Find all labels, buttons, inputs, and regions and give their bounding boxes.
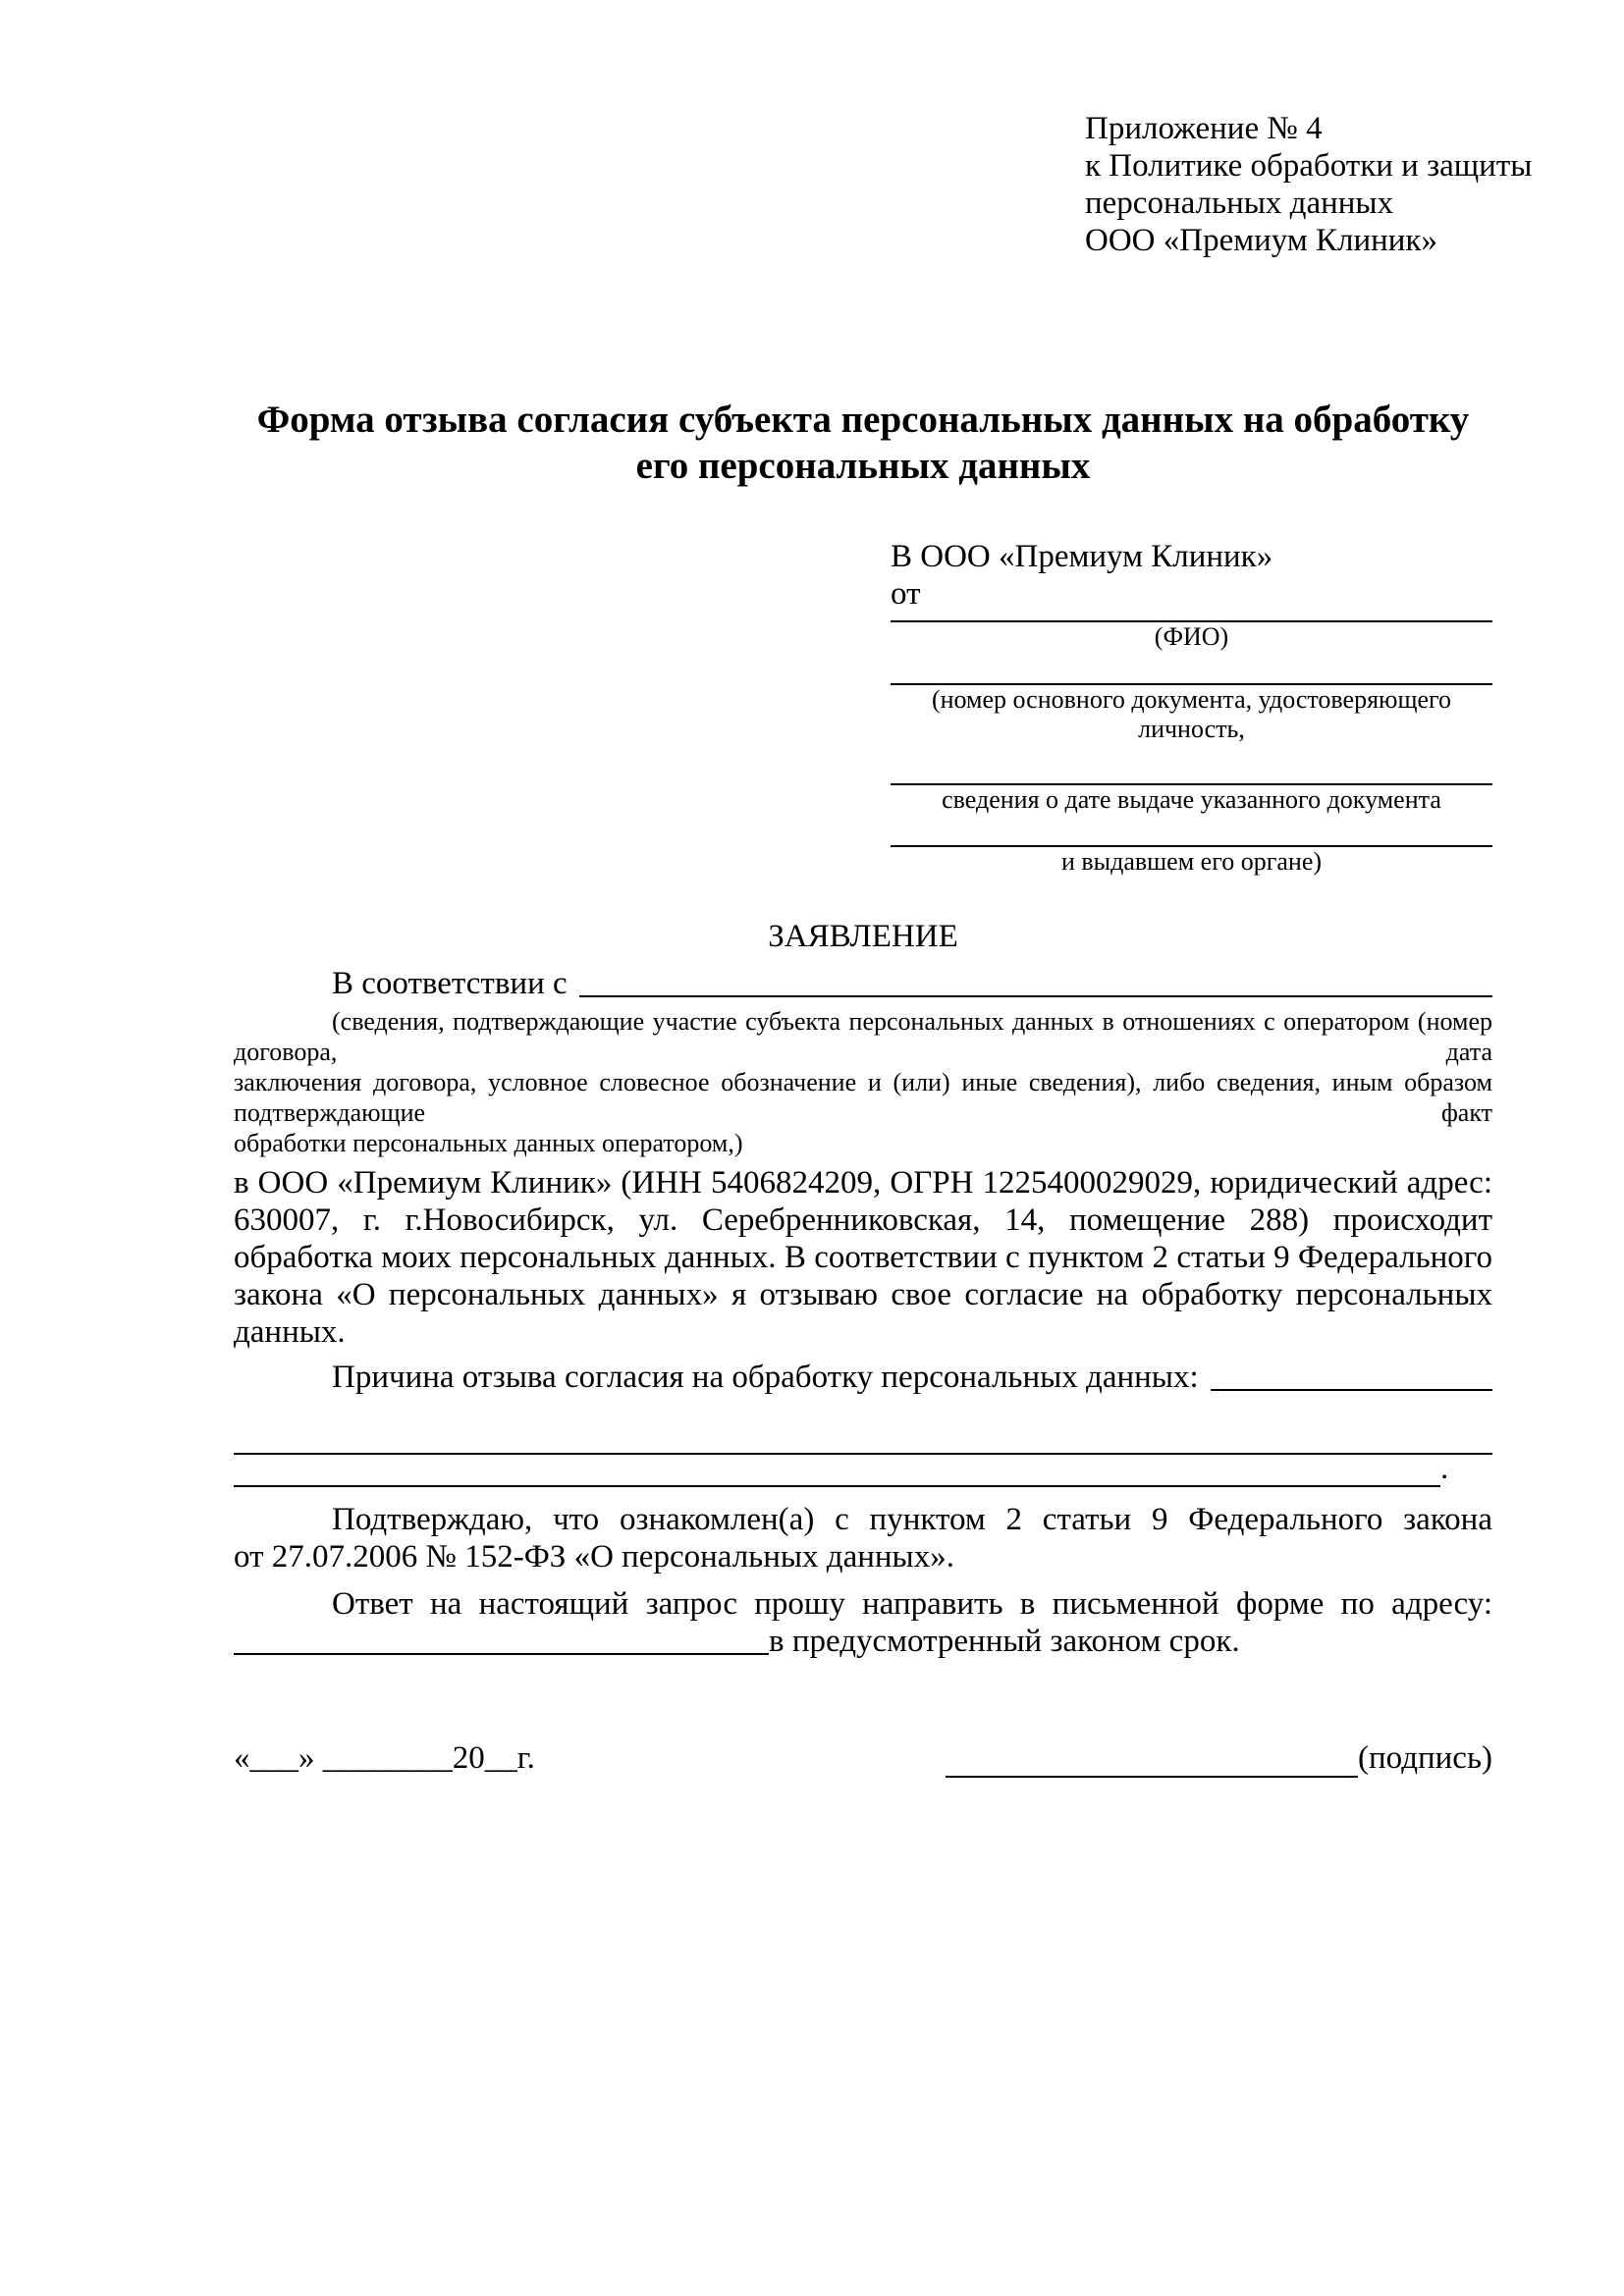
in-accordance-line <box>234 965 1492 1002</box>
fio-field-line <box>891 613 1492 622</box>
doc-number-field-line <box>891 652 1492 685</box>
issue-org-field-line <box>891 815 1492 847</box>
appendix-line: персональных данных <box>1085 186 1394 221</box>
addressee-block <box>891 538 1492 877</box>
statement-heading: ЗАЯВЛЕНИЕ <box>768 919 958 954</box>
signature-caption: (подпись) <box>1358 1740 1492 1776</box>
addressee-to: В ООО «Премиум Клиник» <box>891 539 1273 574</box>
issue-date-field-line <box>891 744 1492 785</box>
appendix-line: ООО «Премиум Клиник» <box>1085 223 1437 258</box>
reply-address-blank <box>234 1623 769 1655</box>
body-line: обработка моих персональных данных. В соответствии с пунктом 2 статьи 9 Федерального <box>234 1240 1492 1275</box>
signature-line <box>946 1742 1358 1778</box>
fio-caption: (ФИО) <box>1154 622 1229 651</box>
confirm-line: Подтверждаю, что ознакомлен(а) с пунктом 2 статьи 9 Федерального закона <box>332 1502 1492 1537</box>
note-line: (сведения, подтверждающие участие субъекта персональных данных в отношениях с оператором (номер договора, дата <box>234 1007 1492 1066</box>
body-line: в ООО «Премиум Клиник» (ИНН 5406824209, ОГРН 1225400029029, юридический адрес: <box>234 1165 1492 1201</box>
addressee-from: от <box>891 576 921 612</box>
ruled-blank-line-2 <box>234 1451 1492 1487</box>
issue-org-caption: и выдавшем его органе) <box>1060 847 1323 876</box>
ruled-line-period: . <box>1440 1451 1449 1486</box>
doc-number-caption: (номер основного документа, удостоверяющего личность, <box>931 685 1452 743</box>
document-content <box>234 0 1533 1778</box>
ruled-blank-line-1 <box>234 1396 1492 1455</box>
date-signature-row <box>234 1738 1492 1778</box>
reply-paragraph <box>234 1585 1492 1660</box>
reply-line-2 <box>234 1623 1492 1660</box>
document-title: Форма отзыва согласия субъекта персональных данных на обработку его персональных данных <box>256 399 1470 487</box>
body-line: 630007, г. г.Новосибирск, ул. Серебренниковская, 14, помещение 288) происходит <box>234 1202 1492 1238</box>
confirm-line: от 27.07.2006 № 152-ФЗ «О персональных данных». <box>234 1539 954 1575</box>
appendix-block <box>1085 110 1533 259</box>
body-paragraph <box>234 1164 1492 1351</box>
reason-blank <box>1211 1359 1492 1391</box>
reply-line-1: Ответ на настоящий запрос прошу направить в письменной форме по адресу: <box>332 1586 1492 1622</box>
ruled-blank-line-2-segment <box>234 1455 1440 1487</box>
note-line: заключения договора, условное словесное обозначение и (или) иные сведения), либо сведения, иным образом подтверждающие факт <box>234 1068 1492 1127</box>
body-line: закона «О персональных данных» я отзываю свое согласие на обработку персональных <box>234 1277 1492 1312</box>
in-accordance-prefix: В соответствии с <box>332 966 568 1001</box>
note-line: обработки персональных данных оператором,) <box>234 1129 743 1157</box>
signature-block <box>946 1738 1492 1778</box>
note-paragraph <box>234 1006 1492 1158</box>
body-line: данных. <box>234 1314 346 1350</box>
in-accordance-blank <box>579 965 1492 997</box>
issue-date-caption: сведения о дате выдаче указанного документа <box>942 785 1441 814</box>
reason-prefix: Причина отзыва согласия на обработку персональных данных: <box>332 1360 1199 1395</box>
confirm-paragraph <box>234 1501 1492 1575</box>
date-placeholder: «___» ________20__г. <box>234 1740 535 1776</box>
reply-line-2-suffix: в предусмотренный законом срок. <box>769 1624 1240 1659</box>
reason-line <box>234 1359 1492 1396</box>
appendix-line: Приложение № 4 <box>1085 111 1323 146</box>
appendix-line: к Политике обработки и защиты <box>1085 148 1533 184</box>
